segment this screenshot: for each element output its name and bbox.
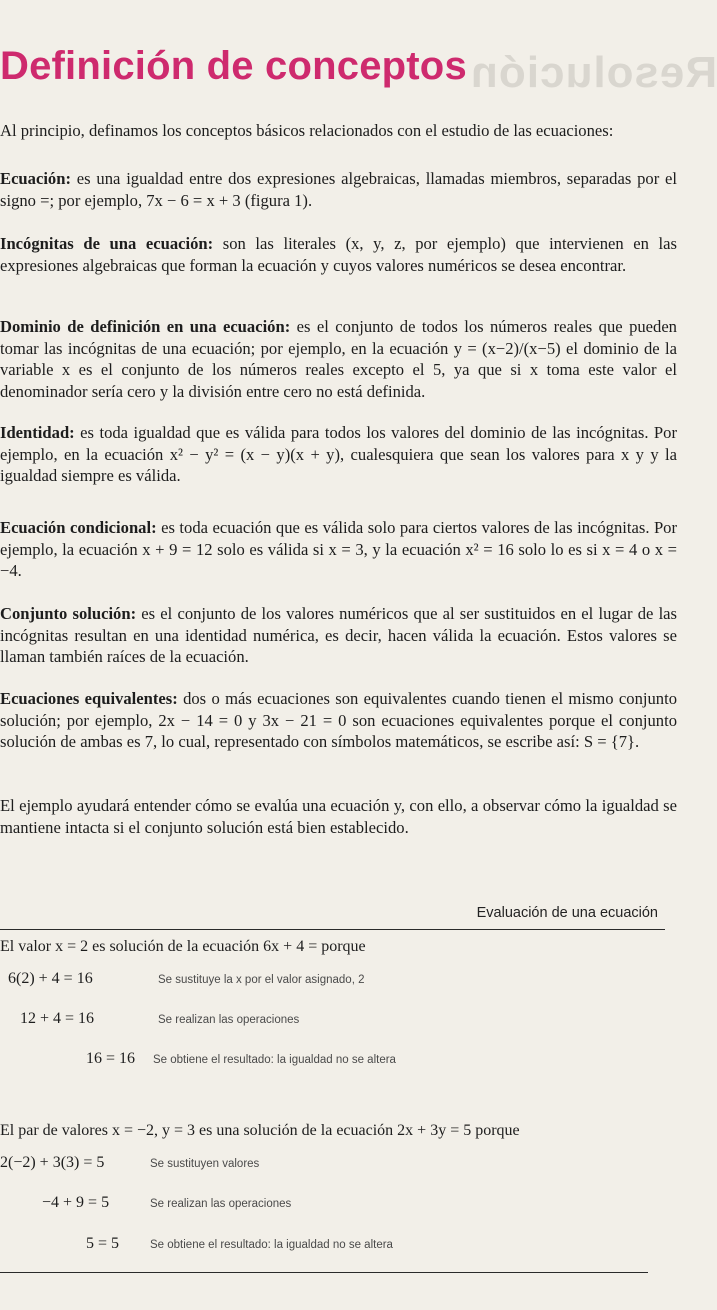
example2-step3-note: Se obtiene el resultado: la igualdad no se altera [150, 1239, 393, 1251]
example2-step2-note: Se realizan las operaciones [150, 1198, 292, 1210]
definition-identidad [0, 422, 677, 487]
definition-ecuacion-condicional [0, 517, 677, 582]
definition-term: Ecuación: [0, 169, 71, 188]
definition-text: dos o más ecuaciones son equivalentes cuando tienen el mismo conjunto solución; por ejemplo, 2x − 14 = 0 y 3x − 21 = 0 son ecuaciones equivalentes porque el conjunto solución de ambas es 7, lo cual, representado con símbolos matemáticos, se escribe así: S = {7}. [0, 689, 677, 751]
example2-statement: El par de valores x = −2, y = 3 es una solución de la ecuación 2x + 3y = 5 porque [0, 1122, 520, 1139]
example1-step3-equation: 16 = 16 [86, 1050, 136, 1067]
definition-term: Identidad: [0, 423, 75, 442]
definition-text: es el conjunto de todos los números reales que pueden tomar las incógnitas de una ecuación; por ejemplo, en la ecuación y = (x−2)/(x−5) el dominio de la variable x es el conjunto de los números reales excepto el 5, ya que si x toma este valor el denominador sería cero y la división entre cero no está definida. [0, 317, 677, 401]
example1-step2-equation: 12 + 4 = 16 [20, 1010, 95, 1027]
example1-statement: El valor x = 2 es solución de la ecuación 6x + 4 = porque [0, 938, 366, 955]
example2-step1-equation: 2(−2) + 3(3) = 5 [0, 1154, 105, 1171]
definition-term: Conjunto solución: [0, 604, 137, 623]
bleed-through-text: Resolución [470, 48, 717, 97]
definition-dominio [0, 316, 677, 402]
heading-rule [0, 929, 665, 930]
example1-step1-equation: 6(2) + 4 = 16 [8, 970, 93, 987]
example2-step1-note: Se sustituyen valores [150, 1158, 260, 1170]
definition-term: Incógnitas de una ecuación: [0, 234, 214, 253]
bottom-rule [0, 1272, 648, 1273]
example1-step1-note: Se sustituye la x por el valor asignado, 2 [158, 974, 365, 986]
definition-text: es una igualdad entre dos expresiones algebraicas, llamadas miembros, separadas por el signo =; por ejemplo, 7x − 6 = x + 3 (figura 1). [0, 169, 677, 210]
definition-incognitas [0, 233, 677, 276]
example2-step2-equation: −4 + 9 = 5 [42, 1194, 110, 1211]
definition-term: Ecuaciones equivalentes: [0, 689, 178, 708]
definition-text: es toda igualdad que es válida para todos los valores del dominio de las incógnitas. Por ejemplo, en la ecuación x² − y² = (x − y)(x + y), cualesquiera que sean los valores para x y y la igualdad siempre es válida. [0, 423, 677, 485]
definition-term: Dominio de definición en una ecuación: [0, 317, 291, 336]
example1-step2-note: Se realizan las operaciones [158, 1014, 300, 1026]
example1-step3-note: Se obtiene el resultado: la igualdad no se altera [153, 1054, 396, 1066]
example2-step3-equation: 5 = 5 [86, 1235, 120, 1252]
closing-paragraph: El ejemplo ayudará entender cómo se evalúa una ecuación y, con ello, a observar cómo la igualdad se mantiene intacta si el conjunto solución está bien establecido. [0, 796, 677, 837]
intro-paragraph: Al principio, definamos los conceptos básicos relacionados con el estudio de las ecuaciones: [0, 121, 614, 140]
page-title: Definición de conceptos [0, 44, 467, 88]
definition-conjunto-solucion [0, 603, 677, 668]
definition-ecuacion [0, 168, 677, 211]
evaluation-heading: Evaluación de una ecuación [476, 905, 658, 921]
definition-term: Ecuación condicional: [0, 518, 157, 537]
definition-text: son las literales (x, y, z, por ejemplo) que intervienen en las expresiones algebraicas que forman la ecuación y cuyos valores numéricos se desea encontrar. [0, 234, 677, 275]
definition-text: es el conjunto de los valores numéricos que al ser sustituidos en el lugar de las incógnitas resultan en una identidad numérica, es decir, hacen válida la ecuación. Estos valores se llaman también raíces de la ecuación. [0, 604, 678, 666]
definition-text: es toda ecuación que es válida solo para ciertos valores de las incógnitas. Por ejemplo, la ecuación x + 9 = 12 solo es válida si x = 3, y la ecuación x² = 16 solo lo es si x = 4 o x = −4. [0, 518, 678, 580]
definition-ecuaciones-equivalentes [0, 688, 677, 753]
